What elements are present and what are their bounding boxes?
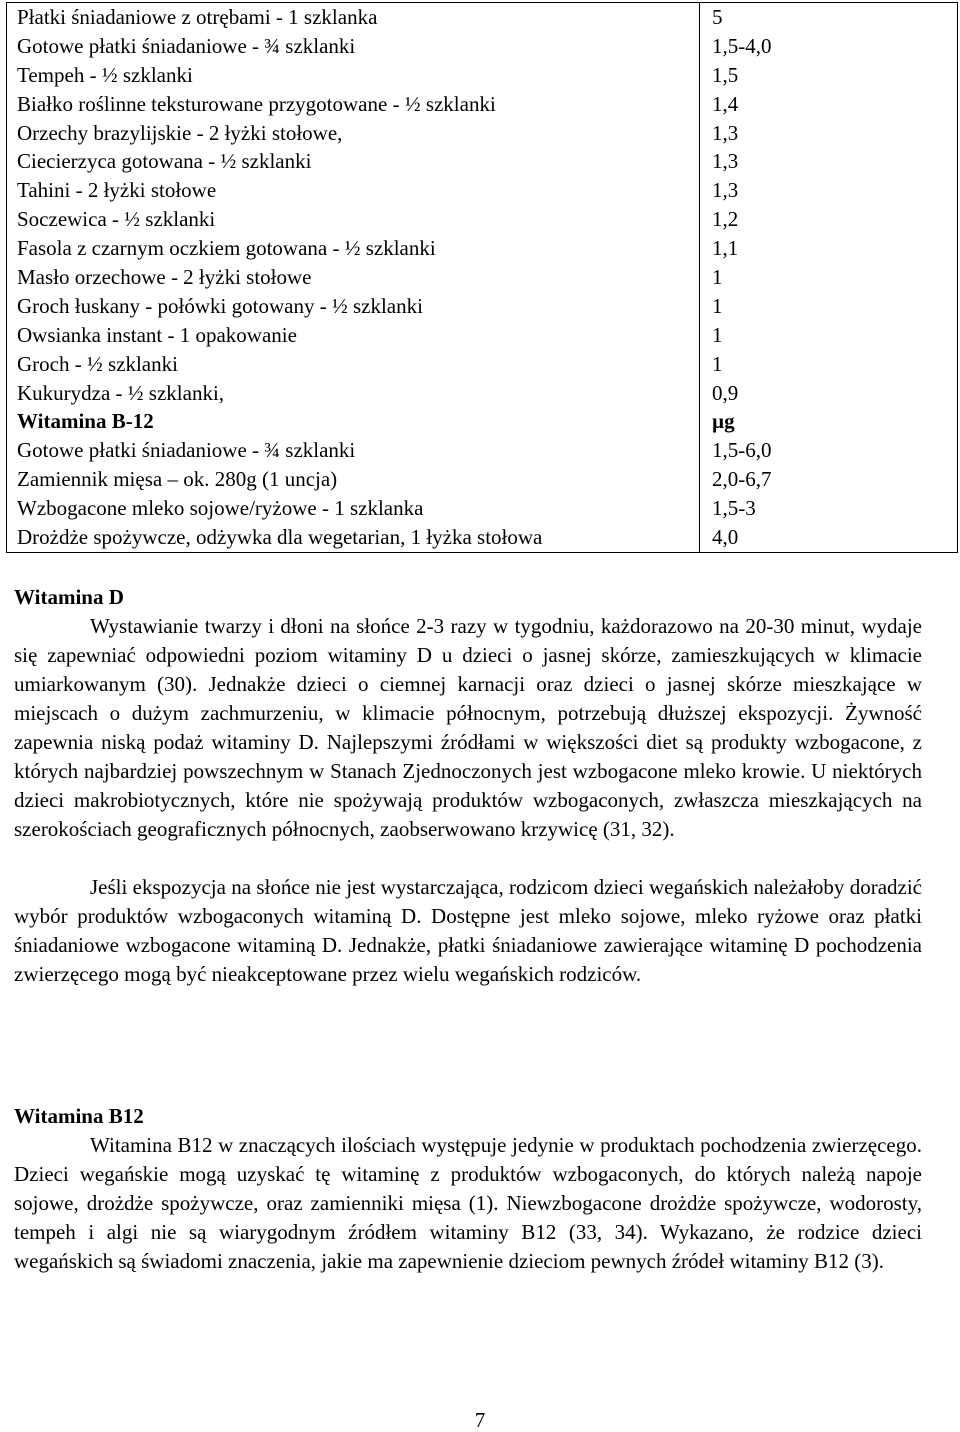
table-item: Tahini - 2 łyżki stołowe bbox=[17, 178, 217, 203]
table-value: 1 bbox=[712, 351, 723, 376]
table-value: 1,5 bbox=[712, 62, 739, 87]
table-value: 1 bbox=[712, 322, 723, 347]
nutrient-table bbox=[6, 2, 958, 553]
table-item: Tempeh - ½ szklanki bbox=[17, 62, 193, 87]
vitamin-b12-heading: Witamina B12 bbox=[14, 1104, 144, 1128]
table-item: Orzechy brazylijskie - 2 łyżki stołowe, bbox=[17, 120, 343, 145]
vitamin-d-section bbox=[14, 583, 922, 989]
page-number: 7 bbox=[474, 1408, 486, 1432]
table-value: 1,3 bbox=[712, 149, 739, 174]
table-item: Drożdże spożywcze, odżywka dla wegetarian, 1 łyżka stołowa bbox=[17, 525, 543, 550]
vitamin-d-heading: Witamina D bbox=[14, 585, 124, 609]
table-item: Kukurydza - ½ szklanki, bbox=[17, 380, 225, 405]
table-item: Soczewica - ½ szklanki bbox=[17, 207, 216, 232]
table-item: Gotowe płatki śniadaniowe - ¾ szklanki bbox=[17, 438, 356, 463]
table-value: 1,4 bbox=[712, 91, 739, 116]
table-value: 1,2 bbox=[712, 207, 739, 232]
table-item: Wzbogacone mleko sojowe/ryżowe - 1 szklanka bbox=[17, 496, 424, 521]
vitamin-d-paragraph-1: Wystawianie twarzy i dłoni na słońce 2-3 razy w tygodniu, każdorazowo na 20-30 minut, wydaje się zapewniać odpowiedni poziom witaminy D u dzieci o jasnej skórze, zamieszkujących w klimacie umiarkowanym (30). Jednakże dzieci o ciemnej karnacji oraz dzieci o jasnej skórze mieszkające w miejscach o dużym zachmurzeniu, w klimacie północnym, potrzebują dłuższej ekspozycji. Żywność zapewnia niską podaż witaminy D. Najlepszymi źródłami w większości diet są produkty wzbogacone, z których najbardziej powszechnym w Stanach Zjednoczonych jest wzbogacone mleko krowie. U niektórych dzieci makrobiotycznych, które nie spożywają produktów wzbogaconych, zwłaszcza mieszkających na szerokościach geograficznych północnych, zaobserwowano krzywicę (31, 32). bbox=[14, 614, 922, 841]
table-item: Gotowe płatki śniadaniowe - ¾ szklanki bbox=[17, 33, 356, 58]
table-item: Masło orzechowe - 2 łyżki stołowe bbox=[17, 265, 312, 290]
vitamin-b12-paragraph: Witamina B12 w znaczących ilościach występuje jedynie w produktach pochodzenia zwierzęcego. Dzieci wegańskie mogą uzyskać tę witaminę z produktów wzbogaconych, do których należą napoje sojowe, drożdże spożywcze, oraz zamienniki mięsa (1). Niewzbogacone drożdże spożywcze, wodorosty, tempeh i algi nie są wiarygodnym źródłem witaminy B12 (33, 34). Wykazano, że rodzice dzieci wegańskich są świadomi znaczenia, jakie ma zapewnienie dzieciom pewnych źródeł witaminy B12 (3). bbox=[14, 1133, 922, 1273]
table-value: 1,3 bbox=[712, 178, 739, 203]
table-item: Płatki śniadaniowe z otrębami - 1 szklanka bbox=[17, 5, 378, 29]
table-value: 1,3 bbox=[712, 120, 739, 145]
table-value: 1,1 bbox=[712, 236, 739, 261]
vitamin-d-paragraph-2: Jeśli ekspozycja na słońce nie jest wystarczająca, rodzicom dzieci wegańskich należałoby doradzić wybór produktów wzbogaconych witaminą D. Dostępne jest mleko sojowe, mleko ryżowe oraz płatki śniadaniowe wzbogacone witaminą D. Jednakże, płatki śniadaniowe zawierające witaminę D pochodzenia zwierzęcego mogą być nieakceptowane przez wielu wegańskich rodziców. bbox=[14, 875, 922, 986]
table-value: 1 bbox=[712, 265, 723, 290]
table-item: Ciecierzyca gotowana - ½ szklanki bbox=[17, 149, 312, 174]
table-value: 1 bbox=[712, 293, 723, 318]
table-value: 1,5-6,0 bbox=[712, 438, 772, 463]
table-item: Białko roślinne teksturowane przygotowane - ½ szklanki bbox=[17, 91, 496, 116]
table-value: 0,9 bbox=[712, 380, 739, 405]
table-item: Fasola z czarnym oczkiem gotowana - ½ szklanki bbox=[17, 236, 436, 261]
table-unit-header: µg bbox=[712, 409, 735, 434]
table-value: 2,0-6,7 bbox=[712, 467, 772, 492]
table-value: 5 bbox=[712, 5, 723, 29]
table-item: Groch łuskany - połówki gotowany - ½ szklanki bbox=[17, 293, 423, 318]
table-item: Owsianka instant - 1 opakowanie bbox=[17, 322, 297, 347]
amount-column bbox=[700, 3, 958, 553]
vitamin-b12-section bbox=[14, 1102, 922, 1276]
table-item: Groch - ½ szklanki bbox=[17, 351, 178, 376]
food-item-column bbox=[7, 3, 700, 553]
table-section-header: Witamina B-12 bbox=[17, 409, 154, 434]
table-value: 1,5-4,0 bbox=[712, 33, 772, 58]
table-value: 4,0 bbox=[712, 525, 739, 550]
table-item: Zamiennik mięsa – ok. 280g (1 uncja) bbox=[17, 467, 338, 492]
table-value: 1,5-3 bbox=[712, 496, 756, 521]
